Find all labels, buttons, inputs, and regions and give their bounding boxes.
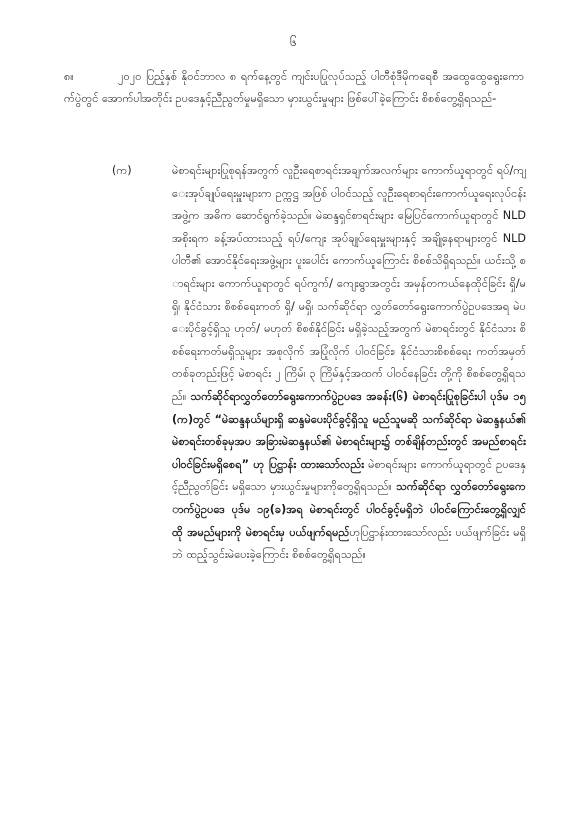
subparagraph-ka <box>112 160 526 567</box>
subparagraph-bold-law-section-15: သက်ဆိုင်ရာလွှတ်တော်ရွေးကောက်ပွဲဥပဒေ အခန်း(၆) မဲစာရင်းပြုစုခြင်းပါ ပုဒ်မ ၁၅(က)တွင် “မဲဆန္ဒနယ်များရှိ ဆန္ဒမဲပေးပိုင်ခွင့်ရှိသူ မည်သူမဆို သက်ဆိုင်ရာ မဲဆန္ဒနယ်၏ မဲစာရင်းတစ်ခုမှအပ အခြားမဲဆန္ဒနယ်၏ မဲစာရင်းများ၌ တစ်ချိန်တည်းတွင် အမည်စာရင်း ပါဝင်ခြင်းမရှိစေရ” ဟု ပြဋ္ဌာန်း ထားသော်လည်း <box>172 389 526 471</box>
subparagraph-bold-law-section-19: သက်ဆိုင်ရာ လွှတ်တော်ရွေးကောက်ပွဲဥပဒေ ပုဒ်မ ၁၉(ခ)အရ မဲစာရင်းတွင် ပါဝင်ခွင့်မရှိဘဲ ပါဝင်ကြောင်းတွေ့ရှိလျှင် ထို အမည်များကို မဲစာရင်းမှ ပယ်ဖျက်ရမည် <box>172 480 526 539</box>
subparagraph-number: (က) <box>112 164 132 177</box>
paragraph-text: ၂၀၂၀ ပြည့်နှစ် နိုဝင်ဘာလ ၈ ရက်နေ့တွင် ကျင်းပပြုလုပ်သည့် ပါတီစုံဒီမိုကရေစီ အထွေထွေရွေးကောက်ပွဲတွင် အောက်ပါအတိုင်း ဥပဒေနှင့်ညီညွတ်မှုမရှိသော မှားယွင်းမှုများ ဖြစ်ပေါ်ခဲ့ကြောင်း စိစစ်တွေ့ရှိရသည်- <box>64 70 524 105</box>
page-number: ၆ <box>290 35 297 49</box>
subparagraph-text-part2: မဲစာရင်းများ ကောက်ယူရာတွင် ဥပဒေနှင့်ညီညွတ်ခြင်း မရှိသော မှားယွင်းမှုများကိုတွေ့ရှိရသည်။ <box>172 457 526 494</box>
subparagraph-body <box>172 160 526 567</box>
subparagraph-text-part1: မဲစာရင်းများပြုစုရန်အတွက် လူဦးရေစာရင်းအချက်အလက်များ ကောက်ယူရာတွင် ရပ်/ကျေးအုပ်ချုပ်ရေးမှူးများက ဥက္ကဋ္ဌ အဖြစ် ပါဝင်သည့် လူဦးရေစာရင်းကောက်ယူရေးလုပ်ငန်းအဖွဲ့က အဓိက ဆောင်ရွက်ခဲ့သည်။ မဲဆန္ဒရှင်စာရင်းများ မြေပြင်ကောက်ယူရာတွင် NLD အစိုးရက ခန့်အပ်ထားသည့် ရပ်/ကျေး အုပ်ချုပ်ရေးမှူးများနှင့် အချို့နေရာများတွင် NLD ပါတီ၏ အောင်နိုင်ရေးအဖွဲ့များ ပူးပေါင်း ကောက်ယူကြောင်း စိစစ်သိရှိရသည်။ ယင်းသို့ စာရင်းများ ကောက်ယူရာတွင် ရပ်ကွက်/ ကျေးရွာအတွင်း အမှန်တကယ်နေထိုင်ခြင်း ရှိ/မရှိ၊ နိုင်ငံသား စိစစ်ရေးကတ် ရှိ/ မရှိ၊ သက်ဆိုင်ရာ လွှတ်တော်ရွေးကောက်ပွဲဥပဒေအရ မဲပေးပိုင်ခွင့်ရှိသူ ဟုတ်/ မဟုတ် စိစစ်နိုင်ခြင်း မရှိခဲ့သည့်အတွက် မဲစာရင်းတွင် နိုင်ငံသား စိစစ်ရေးကတ်မရှိသူများ အစုလိုက် အပြုံလိုက် ပါဝင်ခြင်း၊ နိုင်ငံသားစိစစ်ရေး ကတ်အမှတ် တစ်ခုတည်းဖြင့် မဲစာရင်း ၂ ကြိမ်၊ ၃ ကြိမ်နှင့်အထက် ပါဝင်နေခြင်း တို့ကို စိစစ်တွေ့ရှိရသည်။ <box>172 164 526 403</box>
paragraph-8 <box>64 66 524 110</box>
subparagraph-text-part3: ဟုပြဋ္ဌာန်းထားသော်လည်း ပယ်ဖျက်ခြင်း မရှိဘဲ ထည့်သွင်းမဲပေးခဲ့ကြောင်း စိစစ်တွေ့ရှိရသည်။ <box>172 525 527 562</box>
paragraph-number: ၈။ <box>64 70 74 83</box>
